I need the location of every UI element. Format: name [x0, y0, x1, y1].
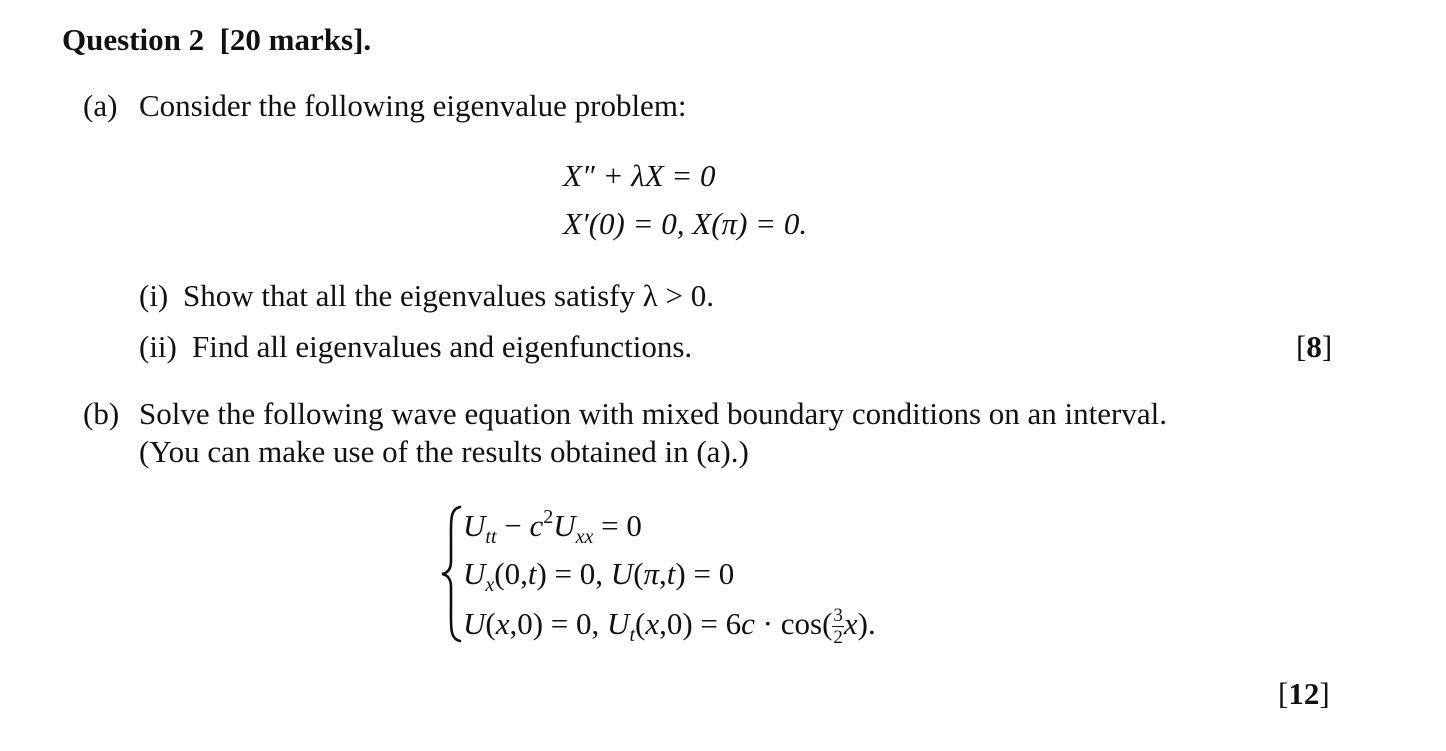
part-a-marks-value: 8	[1306, 329, 1322, 364]
part-b-label: (b)	[83, 396, 120, 431]
system-row-1: $U_{tt} - c^2U_{xx} = 0$	[463, 506, 642, 548]
part-b-line-1: Solve the following wave equation with mixed boundary conditions on an interval.	[139, 396, 1167, 431]
system-row-2: $U_x(0,t) = 0$, U(π,t) = 0	[463, 556, 735, 596]
part-b-line-2: (You can make use of the results obtained in (a).)	[139, 434, 749, 469]
part-a-intro: Consider the following eigenvalue problem:	[139, 88, 687, 123]
part-b-marks: [12]	[1278, 676, 1330, 711]
question-title	[62, 24, 371, 55]
eigen-equation-1: X″ + λX = 0	[563, 158, 716, 193]
question-total-marks: [20 marks].	[219, 22, 372, 57]
eigen-equation-2: X′(0) = 0, X(π) = 0.	[563, 206, 808, 241]
question-title-prefix: Question 2	[62, 22, 205, 57]
part-a-marks: [8]	[1296, 329, 1333, 364]
part-b-marks-value: 12	[1288, 676, 1320, 711]
item-ii-text: Find all eigenvalues and eigenfunctions.	[192, 329, 693, 364]
item-ii-label: (ii)	[139, 329, 177, 364]
item-i-label: (i)	[139, 278, 169, 313]
item-i-text: Show that all the eigenvalues satisfy λ > 0.	[183, 278, 714, 313]
part-a-label: (a)	[83, 88, 118, 123]
system-left-brace	[440, 505, 462, 643]
system-row-3: U(x,0) = 0, $U_t(x,0) = 6c \cdot \cos$( $\frac{3}{2}$ x).	[463, 605, 876, 648]
